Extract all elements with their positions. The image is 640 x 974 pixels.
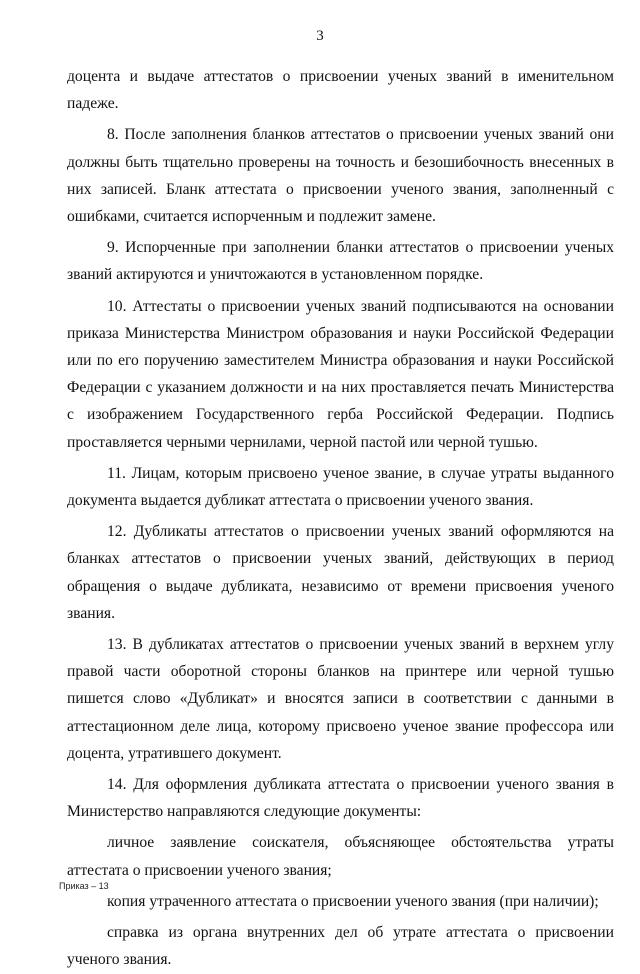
paragraph-continuation: доцента и выдаче аттестатов о присвоении ученых званий в именительном падеже. bbox=[67, 68, 614, 113]
paragraph-item-14: 14. Для оформления дубликата аттестата о присвоении ученого звания в Министерство направляются следующие документы: bbox=[67, 776, 614, 821]
list-item-application: личное заявление соискателя, объясняющее обстоятельства утраты аттестата о присвоении ученого звания; bbox=[67, 834, 614, 879]
paragraph-item-13: 13. В дубликатах аттестатов о присвоении ученых званий в верхнем углу правой части оборотной стороны бланков на принтере или черной тушью пишется слово «Дубликат» и вносятся записи в соответствии с данными в аттестационном деле лица, которому присвоено ученое звание профессора или доцента, утратившего документ. bbox=[67, 636, 614, 762]
document-body bbox=[67, 63, 614, 974]
footer-order-label: Приказ – 13 bbox=[59, 881, 109, 891]
paragraph-item-8: 8. После заполнения бланков аттестатов о присвоении ученых званий они должны быть тщательно проверены на точность и безошибочность внесенных в них записей. Бланк аттестата о присвоении ученого звания, заполненный с ошибками, считается испорченным и подлежит замене. bbox=[67, 126, 614, 226]
paragraph-item-10: 10. Аттестаты о присвоении ученых званий подписываются на основании приказа Министерства Министром образования и науки Российской Федерации или по его поручению заместителем Министра образования и науки Российской Федерации с указанием должности и на них проставляется печать Министерства с изображением Государственного герба Российской Федерации. Подпись проставляется черными чернилами, черной пастой или черной тушью. bbox=[67, 297, 614, 451]
list-item-copy: копия утраченного аттестата о присвоении ученого звания (при наличии); bbox=[107, 892, 599, 910]
paragraph-item-9: 9. Испорченные при заполнении бланки аттестатов о присвоении ученых званий актируются и уничтожаются в установленном порядке. bbox=[67, 239, 614, 284]
paragraph-item-12: 12. Дубликаты аттестатов о присвоении ученых званий оформляются на бланках аттестатов о присвоении ученых званий, действующих в период обращения о выдаче дубликата, независимо от времени присвоения ученого звания. bbox=[67, 523, 614, 622]
list-item-police-certificate: справка из органа внутренних дел об утрате аттестата о присвоении ученого звания. bbox=[67, 924, 614, 969]
paragraph-item-11: 11. Лицам, которым присвоено ученое звание, в случае утраты выданного документа выдается дубликат аттестата о присвоении ученого звания. bbox=[67, 464, 614, 510]
page-number: 3 bbox=[316, 28, 324, 44]
